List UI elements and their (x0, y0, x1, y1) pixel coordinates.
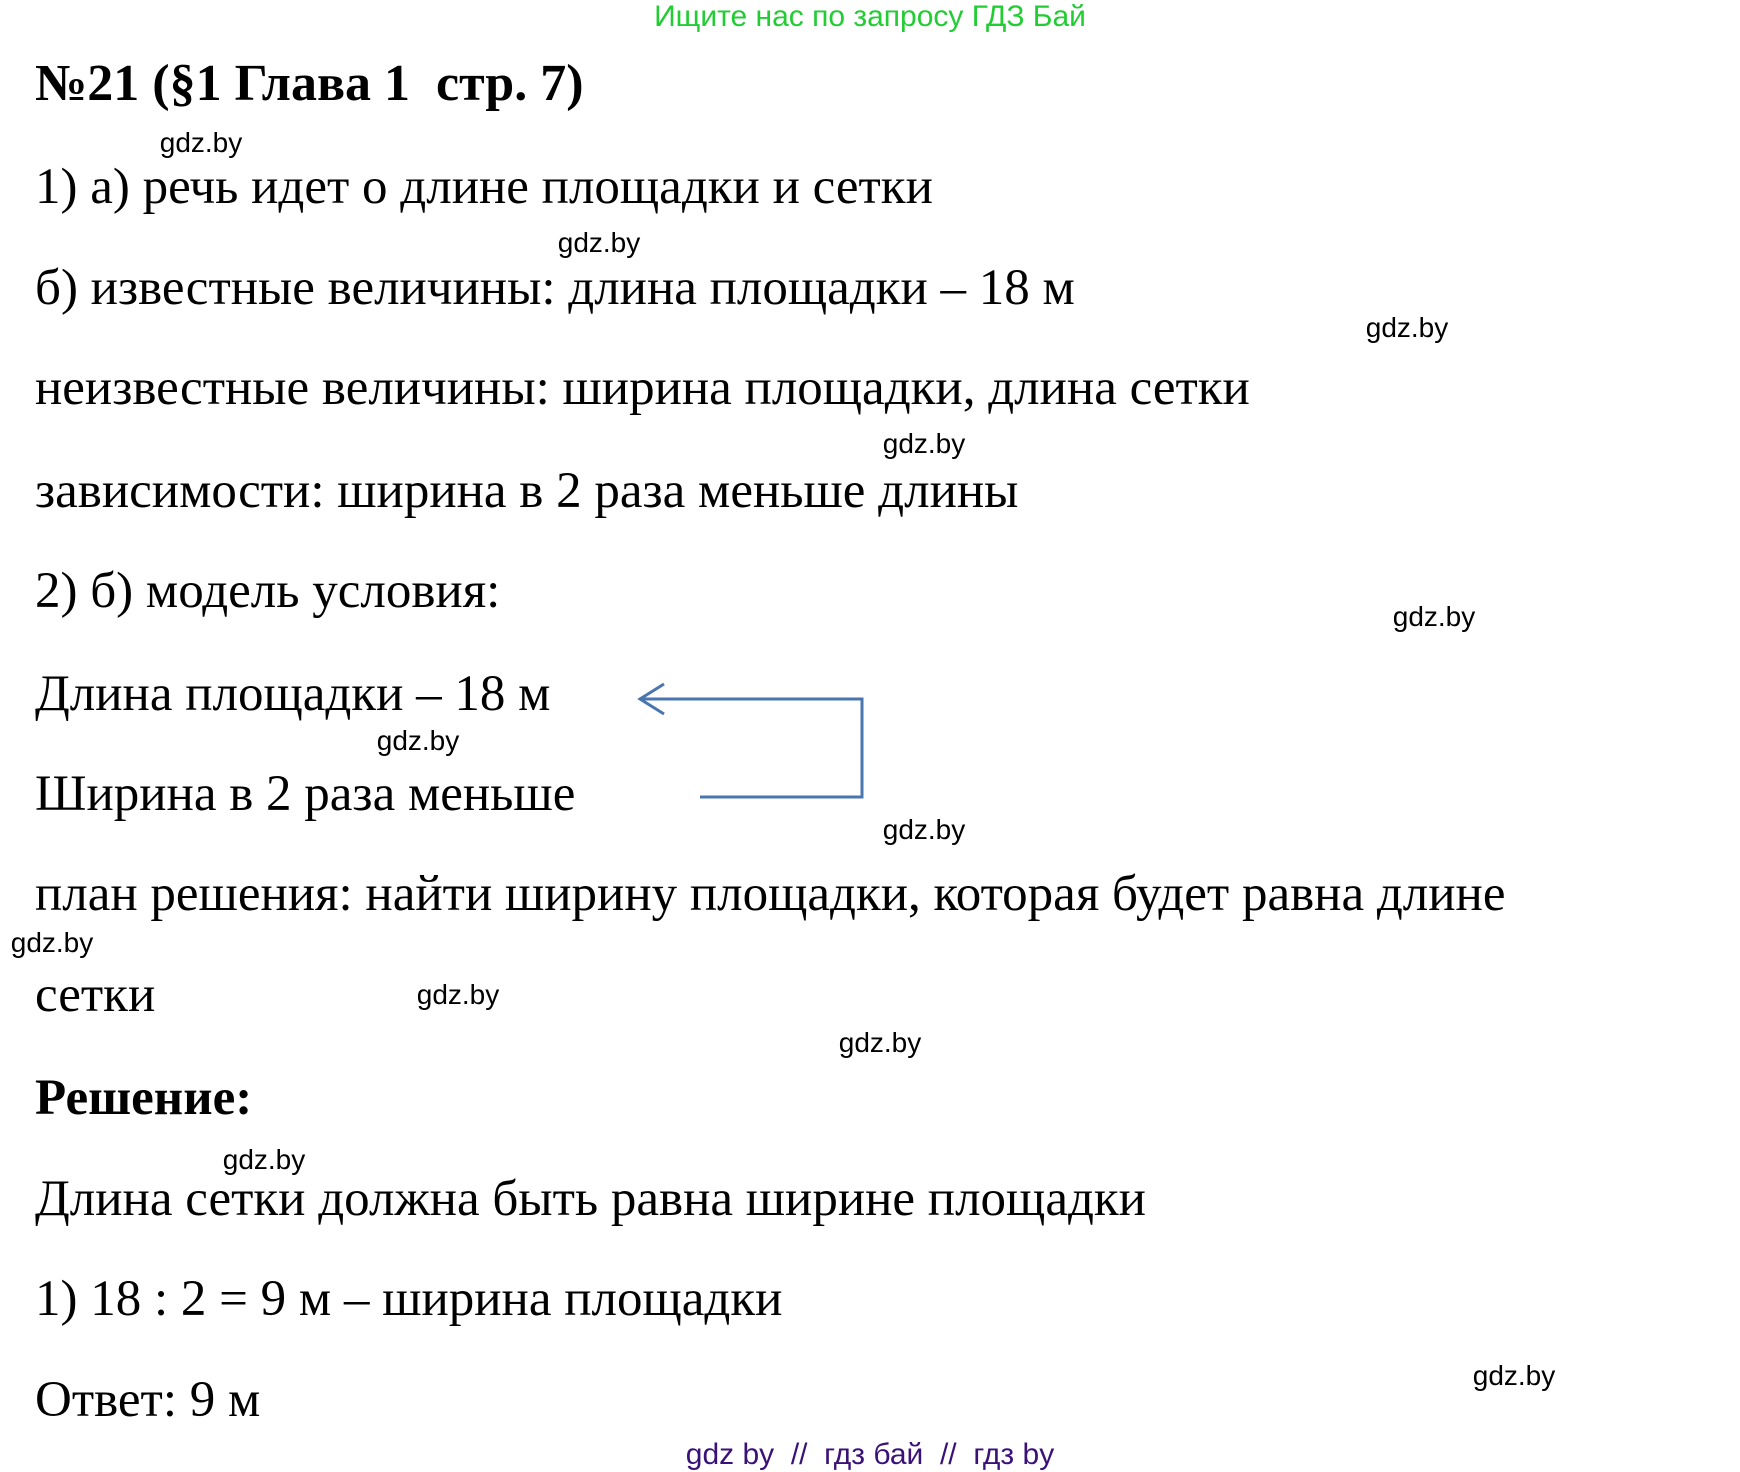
model-line-length: Длина площадки – 18 м (35, 666, 551, 722)
text-line: сетки (35, 967, 156, 1023)
arrow-connector (640, 699, 862, 797)
text-line: план решения: найти ширину площадки, которая будет равна длине (35, 866, 1506, 922)
watermark: gdz.by (376, 725, 460, 756)
watermark: gdz.by (416, 979, 500, 1010)
text-line: неизвестные величины: ширина площадки, длина сетки (35, 360, 1250, 416)
watermark: gdz.by (1392, 601, 1476, 632)
watermark: gdz.by (1472, 1360, 1556, 1391)
watermark: gdz.by (159, 127, 243, 158)
text-line: б) известные величины: длина площадки – 18 м (35, 260, 1075, 316)
text-line: 2) б) модель условия: (35, 563, 501, 619)
text-line: Длина сетки должна быть равна ширине площадки (35, 1171, 1146, 1227)
text-line: 1) 18 : 2 = 9 м – ширина площадки (35, 1271, 783, 1327)
solution-heading: Решение: (35, 1070, 253, 1126)
text-line: 1) а) речь идет о длине площадки и сетки (35, 159, 933, 215)
watermark: gdz.by (10, 927, 94, 958)
answer-line: Ответ: 9 м (35, 1372, 261, 1428)
footer-links: gdz by // гдз бай // гдз by (685, 1438, 1055, 1471)
watermark: gdz.by (882, 428, 966, 459)
search-banner: Ищите нас по запросу ГДЗ Бай (654, 0, 1086, 33)
watermark: gdz.by (838, 1027, 922, 1058)
watermark: gdz.by (1365, 312, 1449, 343)
model-line-width: Ширина в 2 раза меньше (35, 766, 576, 822)
watermark: gdz.by (557, 227, 641, 258)
watermark: gdz.by (882, 814, 966, 845)
watermark: gdz.by (222, 1144, 306, 1175)
page-title: №21 (§1 Глава 1 стр. 7) (35, 55, 584, 112)
text-line: зависимости: ширина в 2 раза меньше длины (35, 463, 1019, 519)
